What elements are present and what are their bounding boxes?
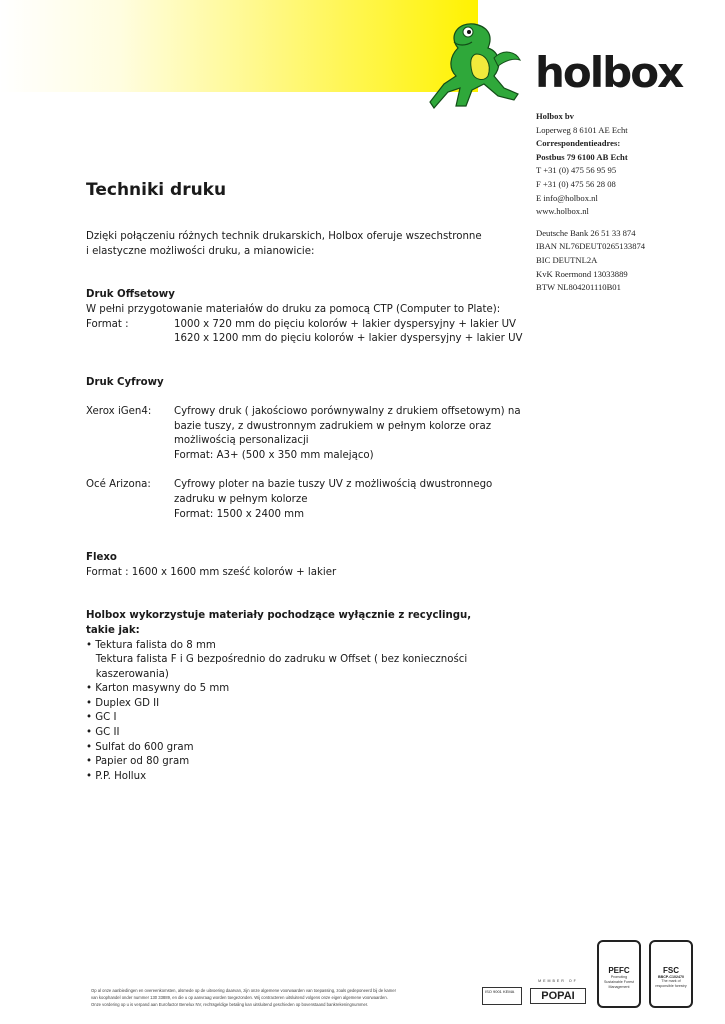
fsc-code: BBCP-C102470 <box>658 975 684 979</box>
flexo-heading: Flexo <box>86 552 117 563</box>
offset-format-1: 1000 x 720 mm do pięciu kolorów + lakier dyspersyjny + lakier UV <box>174 319 517 330</box>
postbus: Postbus 79 6100 AB Echt <box>536 151 628 162</box>
oce-line-1: Cyfrowy ploter na bazie tuszy UV z możliwością dwustronnego <box>174 479 493 490</box>
list-item: Tektura falista F i G bezpośrednio do zadruku w Offset ( bez konieczności <box>86 654 468 665</box>
list-item: • Duplex GD II <box>86 698 160 709</box>
list-item: • Tektura falista do 8 mm <box>86 640 216 651</box>
footer-line-1: Op al onze aanbiedingen en overeenkomsten, alsmede op de uitvoering daarvan, zijn onze algemene voorwaarden van toepassing, zoals gedeponeerd bij de kamer <box>91 988 396 993</box>
xerox-line-4: Format: A3+ (500 x 350 mm malejąco) <box>174 450 374 461</box>
company-name: Holbox bv <box>536 111 574 121</box>
digital-heading: Druk Cyfrowy <box>86 377 164 388</box>
holbox-logo-text: holbox <box>535 48 683 97</box>
oce-label: Océ Arizona: <box>86 479 151 490</box>
oce-line-3: Format: 1500 x 2400 mm <box>174 509 305 520</box>
page-title: Techniki druku <box>86 180 227 200</box>
contact-block <box>536 110 716 295</box>
kvk: KvK Roermond 13033889 <box>536 268 628 279</box>
fsc-label: FSC <box>663 966 679 975</box>
popai-member-label: MEMBER OF <box>538 979 578 983</box>
list-item: • P.P. Hollux <box>86 771 147 782</box>
intro-line-2: i elastyczne możliwości druku, a mianowicie: <box>86 246 315 257</box>
xerox-line-1: Cyfrowy druk ( jakościowo porównywalny z drukiem offsetowym) na <box>174 406 521 417</box>
oce-line-2: zadruku w pełnym kolorze <box>174 494 308 505</box>
pefc-label: PEFC <box>608 966 630 975</box>
footer-line-3: Onze vordering op u is verpand aan Eurofactor Benelux NV, rechtsgeldige betaling kan uitsluitend geschieden op bovenstaand bankrekeningnummer. <box>91 1002 369 1007</box>
offset-line: W pełni przygotowanie materiałów do druku za pomocą CTP (Computer to Plate): <box>86 304 501 315</box>
footer-disclaimer <box>91 987 471 1008</box>
xerox-label: Xerox iGen4: <box>86 406 152 417</box>
list-item: • GC II <box>86 727 120 738</box>
yellow-header-band <box>0 0 478 92</box>
popai-logo: POPAI <box>530 988 586 1004</box>
list-item: • Sulfat do 600 gram <box>86 742 194 753</box>
list-item: • GC I <box>86 712 117 723</box>
fax: F +31 (0) 475 56 28 08 <box>536 178 616 189</box>
xerox-line-2: bazie tuszy, z dwustronnym zadrukiem w pełnym kolorze oraz <box>174 421 492 432</box>
iban: IBAN NL76DEUT0265133874 <box>536 241 646 252</box>
email[interactable]: E info@holbox.nl <box>536 192 598 203</box>
frog-mascot-logo <box>428 18 528 114</box>
website[interactable]: www.holbox.nl <box>536 206 589 217</box>
bank: Deutsche Bank 26 51 33 874 <box>536 227 636 238</box>
flexo-line: Format : 1600 x 1600 mm sześć kolorów + lakier <box>86 567 337 578</box>
materials-heading-2: takie jak: <box>86 625 140 636</box>
bic: BIC DEUTNL2A <box>536 254 598 265</box>
offset-format-label: Format : <box>86 319 129 330</box>
telephone: T +31 (0) 475 56 95 95 <box>536 165 617 176</box>
materials-heading-1: Holbox wykorzystuje materiały pochodzące wyłącznie z recyclingu, <box>86 610 472 621</box>
xerox-line-3: możliwością personalizacji <box>174 435 309 446</box>
intro-line-1: Dzięki połączeniu różnych technik drukarskich, Holbox oferuje wszechstronne <box>86 231 482 242</box>
footer-line-2: van koophandel onder nummer 130 33889, en die u op aanvraag worden toegezonden. Wij contracteren uitsluitend volgens onze eigen algemene voorwaarden. <box>91 995 388 1000</box>
offset-heading: Druk Offsetowy <box>86 289 175 300</box>
btw: BTW NL804201110B01 <box>536 282 621 293</box>
list-item: • Karton masywny do 5 mm <box>86 683 230 694</box>
list-item: • Papier od 80 gram <box>86 756 190 767</box>
correspondence-label: Correspondentieadres: <box>536 138 621 149</box>
fsc-certification-logo <box>649 940 693 1008</box>
offset-format-2: 1620 x 1200 mm do pięciu kolorów + lakier dyspersyjny + lakier UV <box>174 333 523 344</box>
list-item: kaszerowania) <box>86 669 169 680</box>
pefc-subtitle: Promoting Sustainable Forest Management <box>604 975 634 989</box>
pefc-certification-logo <box>597 940 641 1008</box>
address: Loperweg 8 6101 AE Echt <box>536 124 628 135</box>
fsc-subtitle: The mark of responsible forestry <box>655 979 687 988</box>
iso-kema-badge: ISO 9001 KEMA <box>482 987 522 1005</box>
